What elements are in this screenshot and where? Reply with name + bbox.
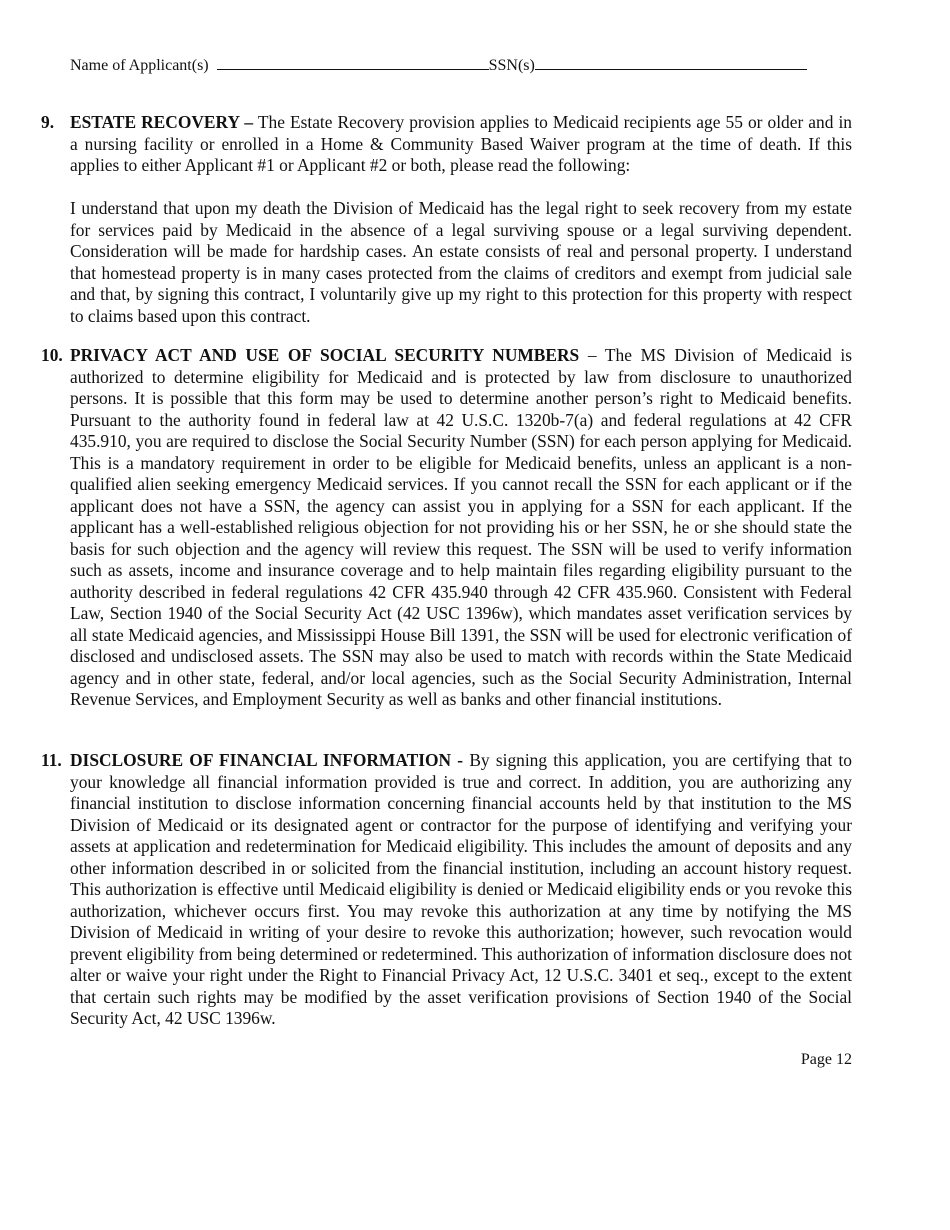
name-of-applicant-blank <box>217 55 489 70</box>
applicant-header <box>70 55 807 76</box>
section-title: DISCLOSURE OF FINANCIAL INFORMATION - <box>70 750 464 770</box>
section-body: – The MS Division of Medicaid is authorized to determine eligibility for Medicaid and is protected by law from disclosure to unauthorized persons. It is possible that this form may be used to determine another person’s right to Medicaid benefits. Pursuant to the authority found in federal law at 42 U.S.C. 1320b-7(a) and federal regulations at 42 CFR 435.910, you are required to disclose the Social Security Number (SSN) for each person applying for Medicaid. This is a mandatory requirement in order to be eligible for Medicaid benefits, unless an applicant is a non-qualified alien seeking emergency Medicaid services. If you cannot recall the SSN for each applicant or if the applicant does not have a SSN, the agency can assist you in applying for a SSN for each applicant. If the applicant has a well-established religious objection for not providing his or her SSN, he or she should state the basis for such objection and the agency will review this request. The SSN will be used to verify information such as assets, income and insurance coverage and to help maintain files regarding eligibility pursuant to the authority described in federal regulations 42 CFR 435.940 through 42 CFR 435.960. Consistent with Federal Law, Section 1940 of the Social Security Act (42 USC 1396w), which mandates asset verification services by all state Medicaid agencies, and Mississippi House Bill 1391, the SSN will be used for electronic verification of disclosed and undisclosed assets. The SSN may also be used to match with records within the State Medicaid agency and in other state, federal, and/or local agencies, such as the Social Security Administration, Internal Revenue Services, and Employment Security as well as banks and other financial institutions. <box>70 345 852 709</box>
estate-recovery-acknowledgement: I understand that upon my death the Division of Medicaid has the legal right to seek recovery from my estate for services paid by Medicaid in the absence of a legal surviving spouse or a legal surviving dependent. Consideration will be made for hardship cases. An estate consists of real and personal property. I understand that homestead property is in many cases protected from the claims of creditors and exempt from judicial sale and that, by signing this contract, I voluntarily give up my right to this protection for this property with respect to claims based upon this contract. <box>70 198 852 326</box>
ssn-label: SSN(s) <box>488 57 535 74</box>
section-number: 10. <box>41 345 63 365</box>
name-of-applicant-label: Name of Applicant(s) <box>70 57 209 74</box>
section-financial-disclosure <box>41 750 852 1030</box>
page-number: Page 12 <box>800 1051 852 1068</box>
section-title: PRIVACY ACT AND USE OF SOCIAL SECURITY NUMBERS <box>70 345 580 365</box>
ssn-blank <box>535 55 807 70</box>
section-privacy-act <box>41 345 852 711</box>
section-body: By signing this application, you are certifying that to your knowledge all financial information provided is true and correct. In addition, you are authorizing any financial institution to disclose information concerning financial accounts held by that institution to the MS Division of Medicaid or its designated agent or contractor for the purpose of identifying and verifying your assets at application and redetermination for Medicaid eligibility. This includes the amount of deposits and any other information described in or solicited from the financial institution, including an account history request. This authorization is effective until Medicaid eligibility is denied or Medicaid eligibility ends or you revoke this authorization, whichever occurs first. You may revoke this authorization at any time by notifying the MS Division of Medicaid in writing of your desire to revoke this authorization; however, such revocation would prevent eligibility from being determined or redetermined. This authorization of information disclosure does not alter or waive your right under the Right to Financial Privacy Act, 12 U.S.C. 3401 et seq., except to the extent that certain such rights may be modified by the asset verification provisions of Section 1940 of the Social Security Act, 42 USC 1396w. <box>70 750 852 1028</box>
section-paragraph <box>70 112 852 177</box>
section-estate-recovery <box>41 112 852 327</box>
section-number: 11. <box>41 750 62 770</box>
section-paragraph <box>70 345 852 711</box>
section-body: The Estate Recovery provision applies to Medicaid recipients age 55 or older and in a nursing facility or enrolled in a Home & Community Based Waiver program at the time of death. If this applies to either Applicant #1 or Applicant #2 or both, please read the following: <box>70 112 852 175</box>
section-number: 9. <box>41 112 55 132</box>
section-paragraph <box>70 750 852 1030</box>
section-title: ESTATE RECOVERY – <box>70 112 254 132</box>
